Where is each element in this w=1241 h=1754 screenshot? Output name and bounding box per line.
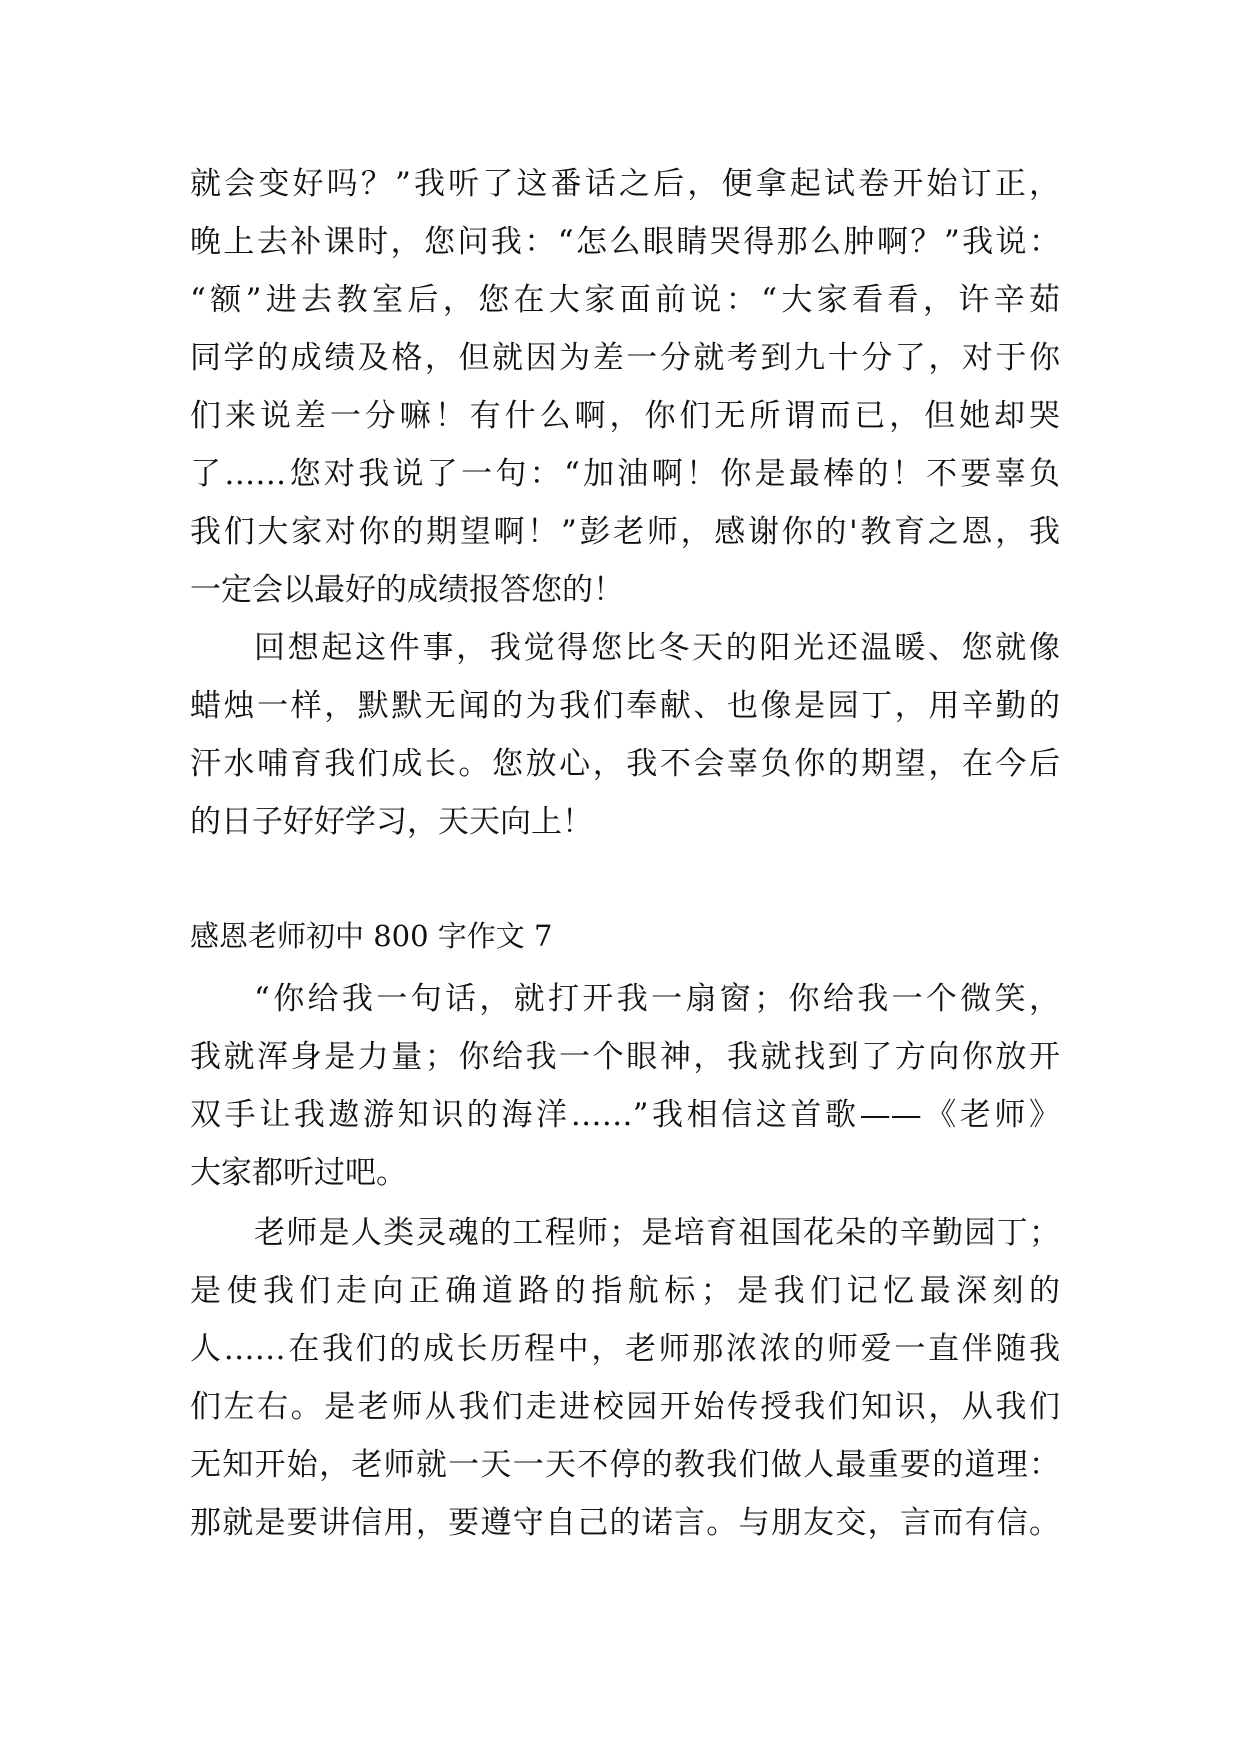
text-line: 的日子好好学习，天天向上！ (190, 804, 593, 840)
text-line: 大家都听过吧。 (190, 1155, 407, 1191)
text-line: 我们大家对你的期望啊！”彭老师，感谢你的'教育之恩，我 (190, 514, 1060, 550)
text-line: 无知开始，老师就一天一天不停的教我们做人最重要的道理： (190, 1447, 1060, 1483)
text-line: 回想起这件事，我觉得您比冬天的阳光还温暖、您就像 (254, 630, 1060, 666)
text-line: 们来说差一分嘛！有什么啊，你们无所谓而已，但她却哭 (190, 398, 1060, 434)
text-line: “额”进去教室后，您在大家面前说：“大家看看，许辛茹 (190, 282, 1060, 318)
text-line: 老师是人类灵魂的工程师；是培育祖国花朵的辛勤园丁； (254, 1215, 1060, 1251)
text-line: 我就浑身是力量；你给我一个眼神，我就找到了方向你放开 (190, 1039, 1060, 1075)
paragraph-top (190, 155, 1060, 619)
text-line: 一定会以最好的成绩报答您的！ (190, 572, 624, 608)
text-line: “你给我一句话，就打开我一扇窗；你给我一个微笑， (254, 981, 1060, 1017)
text-line: 晚上去补课时，您问我：“怎么眼睛哭得那么肿啊？”我说： (190, 224, 1060, 260)
text-line: 蜡烛一样，默默无闻的为我们奉献、也像是园丁，用辛勤的 (190, 688, 1060, 724)
text-line: 就会变好吗？”我听了这番话之后，便拿起试卷开始订正， (190, 166, 1060, 202)
text-line: 那就是要讲信用，要遵守自己的诺言。与朋友交，言而有信。 (190, 1505, 1060, 1541)
text-line: 双手让我遨游知识的海洋……”我相信这首歌——《老师》 (190, 1097, 1060, 1133)
text-line: 了……您对我说了一句：“加油啊！你是最棒的！不要辜负 (190, 456, 1060, 492)
paragraph-song (190, 970, 1060, 1202)
section-title: 感恩老师初中 800 字作文 7 (190, 919, 553, 953)
paragraph-reflection (190, 619, 1060, 851)
text-line: 是使我们走向正确道路的指航标；是我们记忆最深刻的 (190, 1273, 1060, 1309)
text-line: 汗水哺育我们成长。您放心，我不会辜负你的期望，在今后 (190, 746, 1060, 782)
text-line: 人……在我们的成长历程中，老师那浓浓的师爱一直伴随我 (190, 1331, 1060, 1367)
text-line: 同学的成绩及格，但就因为差一分就考到九十分了，对于你 (190, 340, 1060, 376)
paragraph-teacher (190, 1204, 1060, 1552)
text-line: 们左右。是老师从我们走进校园开始传授我们知识，从我们 (190, 1389, 1060, 1425)
